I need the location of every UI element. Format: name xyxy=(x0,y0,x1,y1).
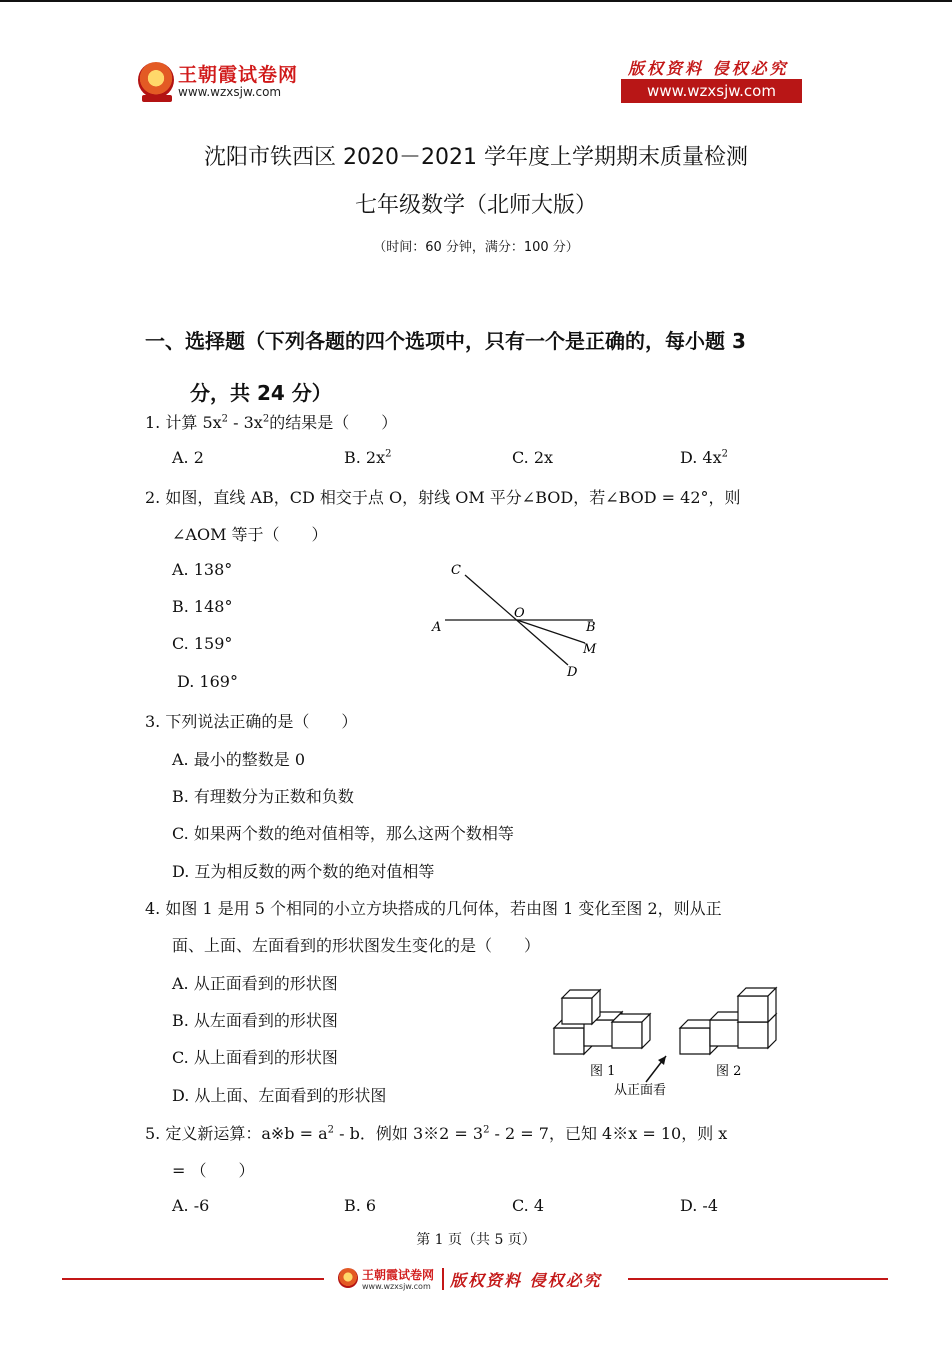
question-number: 1. xyxy=(145,413,161,432)
q3-option-b: B. 有理数分为正数和负数 xyxy=(172,787,354,806)
copyright-notice: 版权资料 侵权必究 xyxy=(628,59,789,78)
brand-name: 王朝霞试卷网 xyxy=(178,64,299,86)
question-text: 5. 定义新运算：a※b = a xyxy=(145,1124,328,1143)
q4-option-c: C. 从上面看到的形状图 xyxy=(172,1048,338,1067)
label-d: D xyxy=(567,665,578,680)
q1-option-d xyxy=(680,448,728,467)
q4-option-d: D. 从上面、左面看到的形状图 xyxy=(172,1086,387,1105)
figure-2-label: 图 2 xyxy=(716,1064,742,1079)
q5-option-b: B. 6 xyxy=(344,1196,377,1215)
q4-text-line1: 4. 如图 1 是用 5 个相同的小立方块搭成的几何体，若由图 1 变化至图 2，则从正 xyxy=(145,899,722,918)
q4-figure-cubes xyxy=(548,984,808,1100)
superscript: 2 xyxy=(327,1124,335,1136)
q3-text: 3. 下列说法正确的是（ ） xyxy=(145,712,358,731)
q2-figure-lines xyxy=(425,558,605,683)
q2-text-line2: ∠AOM 等于（ ） xyxy=(172,525,328,544)
q5-option-a: A. -6 xyxy=(172,1196,210,1215)
ray-om xyxy=(517,620,585,643)
view-direction-label: 从正面看 xyxy=(614,1083,667,1098)
q3-option-a: A. 最小的整数是 0 xyxy=(172,750,305,769)
superscript: 2 xyxy=(221,413,229,425)
page-number: 第 1 页（共 5 页） xyxy=(416,1232,536,1248)
section-heading xyxy=(145,315,825,419)
q5-text-line2: = （ ） xyxy=(172,1161,255,1180)
section-heading-line2: 分，共 24 分） xyxy=(190,381,332,405)
q2-option-a: A. 138° xyxy=(172,560,233,579)
label-m: M xyxy=(583,642,597,657)
footer-copyright-notice: 版权资料 侵权必究 xyxy=(450,1271,602,1290)
footer-separator xyxy=(442,1268,444,1290)
figure-2-cubes xyxy=(680,988,776,1054)
question-text: 的结果是（ ） xyxy=(269,413,398,432)
q2-option-b: B. 148° xyxy=(172,597,233,616)
question-text: 计算 5x xyxy=(165,413,222,432)
q1-option-c: C. 2x xyxy=(512,448,554,467)
q4-option-a: A. 从正面看到的形状图 xyxy=(172,974,338,993)
footer-divider-right xyxy=(628,1278,888,1280)
figure-1-cubes xyxy=(554,990,650,1054)
copyright-url-banner: www.wzxsjw.com xyxy=(621,79,802,103)
q5-option-d: D. -4 xyxy=(680,1196,719,1215)
q2-text-line1: 2. 如图，直线 AB，CD 相交于点 O，射线 OM 平分∠BOD，若∠BOD = 42°，则 xyxy=(145,488,741,507)
figure-1-label: 图 1 xyxy=(590,1064,616,1079)
q1-option-b xyxy=(344,448,392,467)
top-border xyxy=(0,0,952,2)
footer-logo-icon xyxy=(338,1268,358,1288)
q2-option-d: D. 169° xyxy=(177,672,238,691)
q3-option-c: C. 如果两个数的绝对值相等，那么这两个数相等 xyxy=(172,824,514,843)
exam-subtitle: 七年级数学（北师大版） xyxy=(354,193,597,218)
section-heading-line1: 一、选择题（下列各题的四个选项中，只有一个是正确的，每小题 3 xyxy=(145,329,746,353)
exam-info: （时间：60 分钟，满分：100 分） xyxy=(373,240,579,255)
footer-divider-left xyxy=(62,1278,324,1280)
question-text: - 2 = 7，已知 4※x = 10，则 x xyxy=(489,1124,728,1143)
label-a: A xyxy=(432,620,442,635)
question-1 xyxy=(145,410,397,433)
label-b: B xyxy=(586,620,596,635)
brand-logo-icon xyxy=(138,62,174,98)
superscript: 2 xyxy=(721,448,729,460)
option-text: B. 2x xyxy=(344,448,386,467)
footer-brand-url: www.wzxsjw.com xyxy=(362,1282,431,1291)
q1-option-a: A. 2 xyxy=(172,448,204,467)
q5-option-c: C. 4 xyxy=(512,1196,545,1215)
superscript: 2 xyxy=(262,413,270,425)
q5-text-line1 xyxy=(145,1121,727,1144)
label-c: C xyxy=(451,563,461,578)
label-o: O xyxy=(514,606,525,621)
brand-logo-ribbon xyxy=(142,95,172,102)
exam-title: 沈阳市铁西区 2020－2021 学年度上学期期末质量检测 xyxy=(204,145,748,170)
question-text: - 3x xyxy=(228,413,263,432)
question-text: - b．例如 3※2 = 3 xyxy=(334,1124,484,1143)
q3-option-d: D. 互为相反数的两个数的绝对值相等 xyxy=(172,862,435,881)
superscript: 2 xyxy=(385,448,392,460)
superscript: 2 xyxy=(483,1124,490,1136)
option-text: D. 4x xyxy=(680,448,722,467)
q4-text-line2: 面、上面、左面看到的形状图发生变化的是（ ） xyxy=(172,936,541,955)
footer-brand-name: 王朝霞试卷网 xyxy=(362,1268,435,1282)
q2-option-c: C. 159° xyxy=(172,634,233,653)
brand-url: www.wzxsjw.com xyxy=(178,85,282,99)
q4-option-b: B. 从左面看到的形状图 xyxy=(172,1011,338,1030)
